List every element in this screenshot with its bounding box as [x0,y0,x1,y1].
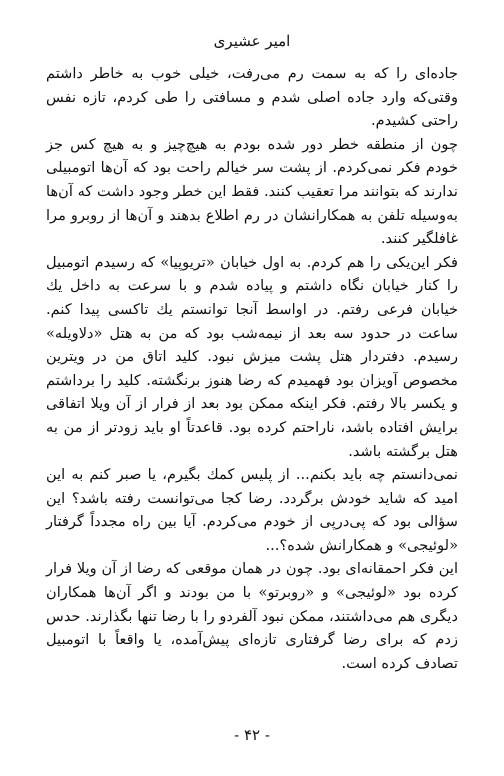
paragraph-2: چون از منطقه خطر دور شده بودم به هیچ‌چیز و به هیچ کس جز خودم فکر نمی‌کردم. از پشت سر خیالم راحت بود که آن‌ها اتومبیلی ندارند که بتوانند مرا تعقیب کنند. فقط این خطر وجود داشت که آن‌ها به‌وسیله تلفن به همکارانشان در رم اطلاع بدهند و آن‌ها از روبرو مرا غافلگیر کنند. [46,135,458,248]
paragraph-3: فکر این‌یکی را هم کردم. به اول خیابان «تریوپیا» که رسیدم اتومبیل را کنار خیابان نگاه داشتم و پیاده شدم و با سرعت به داخل یك خیابان فرعی رفتم. در اواسط آنجا توانستم یك تاکسی پیدا کنم. ساعت در حدود سه بعد از نیمه‌شب بود که من به هتل «دلاویله» رسیدم. دفتردار هتل پشت میزش نبود. کلید اتاق من در ویترین مخصوص آویزان بود فهمیدم که رضا هنوز برنگشته. کلید را برداشتم و یکسر بالا رفتم. فکر اینکه ممکن بود بعد از فرار از آن ویلا اتفاقی برایش افتاده باشد، ناراحتم کرده بود. قاعدتاً او باید زودتر از من به هتل برگشته باشد. [46,253,458,460]
running-header-author: امیر عشیری [213,32,291,50]
paragraph-5: این فکر احمقانه‌ای بود. چون در همان موقعی که رضا از آن ویلا فرار کرده بود «لوئیجی» و «روبرتو» با من بودند و اگر آن‌ها همکاران دیگری هم می‌داشتند، ممکن نبود آلفردو را با رضا تنها بگذارند. حدس زدم که برای رضا گرفتاری تازه‌ای پیش‌آمده، یا واقعاً با اتومبیل تصادف کرده است. [46,560,458,672]
paragraph-1: جاده‌ای را که به سمت رم می‌رفت، خیلی خوب به خاطر داشتم وقتی‌که وارد جاده اصلی شدم و مسافتی را طی کردم، تازه نفس راحتی کشیدم. [46,65,458,130]
page-body-text [46,62,458,675]
paragraph-4: نمی‌دانستم چه باید بکنم... از پلیس کمك بگیرم، یا صبر کنم به این امید که شاید خودش برگردد. رضا کجا می‌توانست رفته باشد؟ این سؤالی بود که پی‌درپی از خودم می‌کردم. آیا بین راه مجدداً گرفتار «لوئیجی» و همکارانش شده؟... [46,466,458,554]
page-number: - ۴۲ - [234,726,270,744]
